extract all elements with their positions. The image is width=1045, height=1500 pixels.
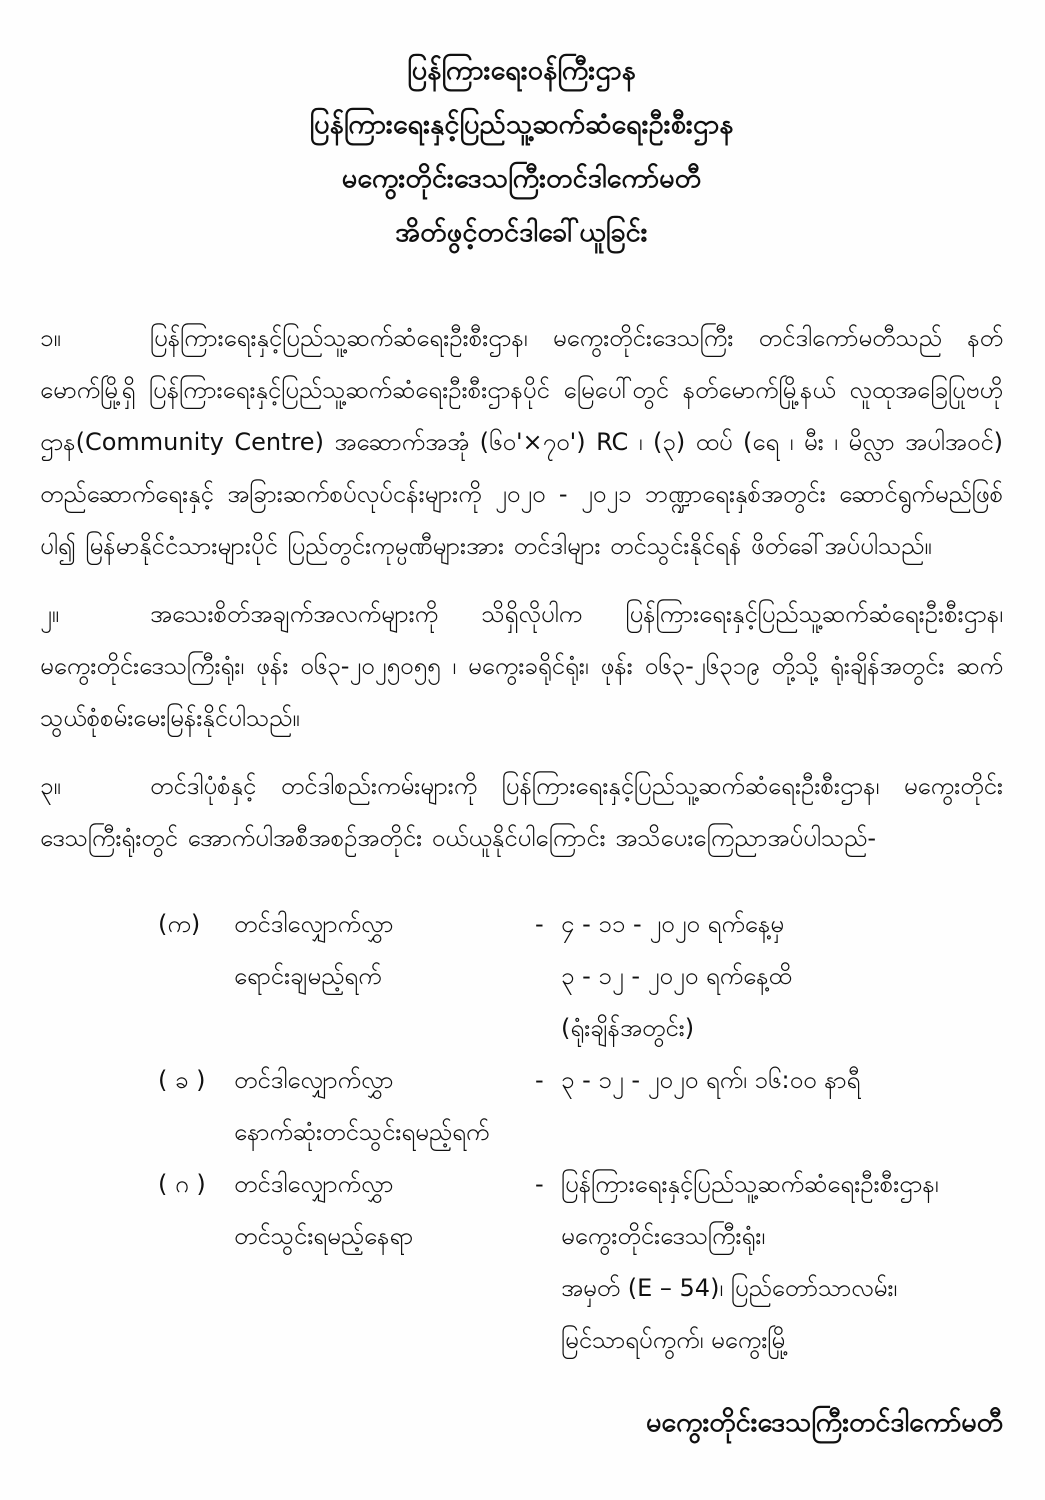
document-header (40, 44, 1003, 260)
paragraph-1 (40, 312, 1003, 572)
row-label (234, 1158, 535, 1262)
tender-schedule (158, 898, 1003, 1366)
signature-line: မကွေးတိုင်းဒေသကြီးတင်ဒါကော်မတီ (646, 1407, 1003, 1438)
paragraph-1-text: ပြန်ကြားရေးနှင့်ပြည်သူ့ဆက်ဆံရေးဦးစီးဌာန၊ မကွေးတိုင်းဒေသကြီး တင်ဒါကော်မတီသည် နတ်မောက်မြို့ရှိ ပြန်ကြားရေးနှင့်ပြည်သူ့ဆက်ဆံရေးဦးစီးဌာနပိုင် မြေပေါ်တွင် နတ်မောက်မြို့နယ် လူထုအခြေပြုဗဟိုဌာန(Community Centre) အဆောက်အအုံ (၆၀'×၇၀') RC ၊ (၃) ထပ် (ရေ ၊ မီး ၊ မိလ္လာ အပါအဝင်) တည်ဆောက်ရေးနှင့် အခြားဆက်စပ်လုပ်ငန်းများကို ၂၀၂၀ - ၂၀၂၁ ဘဏ္ဍာရေးနှစ်အတွင်း ဆောင်ရွက်မည်ဖြစ်ပါ၍ မြန်မာနိုင်ငံသားများပိုင် ပြည်တွင်းကုမ္ပဏီများအား တင်ဒါများ တင်သွင်းနိုင်ရန် ဖိတ်ခေါ်အပ်ပါသည်။ (40, 324, 1003, 560)
paragraph-3-number: ၃။ (40, 772, 61, 800)
document-body (40, 312, 1003, 1366)
row-dash: - (535, 910, 544, 938)
row-dash: - (535, 1170, 544, 1198)
paragraph-1-number: ၁။ (40, 324, 61, 352)
paragraph-3 (40, 760, 1003, 864)
row-label (234, 898, 535, 1002)
row-value-line: ၃ - ၁၂ - ၂၀၂၀ ရက်နေ့ထိ (561, 962, 792, 990)
schedule-row-kha (158, 1054, 1003, 1158)
row-value-line: (ရုံးချိန်အတွင်း) (561, 1014, 695, 1042)
row-label-line: ရောင်းချမည့်ရက် (234, 962, 382, 990)
row-value (561, 898, 1003, 1054)
document-title: အိတ်ဖွင့်တင်ဒါခေါ်ယူခြင်း (395, 217, 648, 248)
row-label-line: တင်သွင်းရမည့်နေရာ (234, 1222, 414, 1250)
row-label-line: နောက်ဆုံးတင်သွင်းရမည့်ရက် (234, 1118, 490, 1146)
ministry-name: ပြန်ကြားရေးဝန်ကြီးဌာန (407, 55, 636, 86)
row-value-line: အမှတ် (E – 54)၊ ပြည်တော်သာလမ်း၊ (561, 1274, 898, 1302)
row-value-line: မြင်သာရပ်ကွက်၊ မကွေးမြို့ (561, 1326, 789, 1354)
department-name: ပြန်ကြားရေးနှင့်ပြည်သူ့ဆက်ဆံရေးဦးစီးဌာန (309, 109, 734, 140)
paragraph-2 (40, 588, 1003, 744)
row-dash: - (535, 1066, 544, 1094)
row-label (234, 1054, 535, 1158)
row-value-line: ပြန်ကြားရေးနှင့်ပြည်သူ့ဆက်ဆံရေးဦးစီးဌာန၊ (561, 1170, 939, 1198)
row-marker: ( ဂ ) (158, 1170, 206, 1198)
region-tender-committee-name: မကွေးတိုင်းဒေသကြီးတင်ဒါကော်မတီ (341, 163, 702, 194)
paragraph-3-text: တင်ဒါပုံစံနှင့် တင်ဒါစည်းကမ်းများကို ပြန်ကြားရေးနှင့်ပြည်သူ့ဆက်ဆံရေးဦးစီးဌာန၊ မကွေးတိုင်းဒေသကြီးရုံးတွင် အောက်ပါအစီအစဉ်အတိုင်း ဝယ်ယူနိုင်ပါကြောင်း အသိပေးကြေညာအပ်ပါသည်- (40, 772, 1003, 852)
row-value-line: ၃ - ၁၂ - ၂၀၂၀ ရက်၊ ၁၆:၀၀ နာရီ (561, 1066, 861, 1094)
row-label-line: တင်ဒါလျှောက်လွှာ (234, 910, 394, 938)
schedule-row-ga (158, 1158, 1003, 1366)
row-marker: (က) (158, 910, 201, 938)
row-label-line: တင်ဒါလျှောက်လွှာ (234, 1170, 394, 1198)
row-value (561, 1158, 1003, 1366)
row-marker: ( ခ ) (158, 1066, 206, 1094)
paragraph-2-text: အသေးစိတ်အချက်အလက်များကို သိရှိလိုပါက ပြန်ကြားရေးနှင့်ပြည်သူ့ဆက်ဆံရေးဦးစီးဌာန၊ မကွေးတိုင်းဒေသကြီးရုံး၊ ဖုန်း ၀၆၃-၂၀၂၅၀၅၅ ၊ မကွေးခရိုင်ရုံး၊ ဖုန်း ၀၆၃-၂၆၃၁၉ တို့သို့ ရုံးချိန်အတွင်း ဆက်သွယ်စုံစမ်းမေးမြန်းနိုင်ပါသည်။ (40, 600, 1003, 732)
row-value (561, 1054, 1003, 1106)
paragraph-2-number: ၂။ (40, 600, 60, 628)
schedule-row-ka (158, 898, 1003, 1054)
row-value-line: ၄ - ၁၁ - ၂၀၂၀ ရက်နေ့မှ (561, 910, 784, 938)
row-value-line: မကွေးတိုင်းဒေသကြီးရုံး၊ (561, 1222, 766, 1250)
row-label-line: တင်ဒါလျှောက်လွှာ (234, 1066, 394, 1094)
